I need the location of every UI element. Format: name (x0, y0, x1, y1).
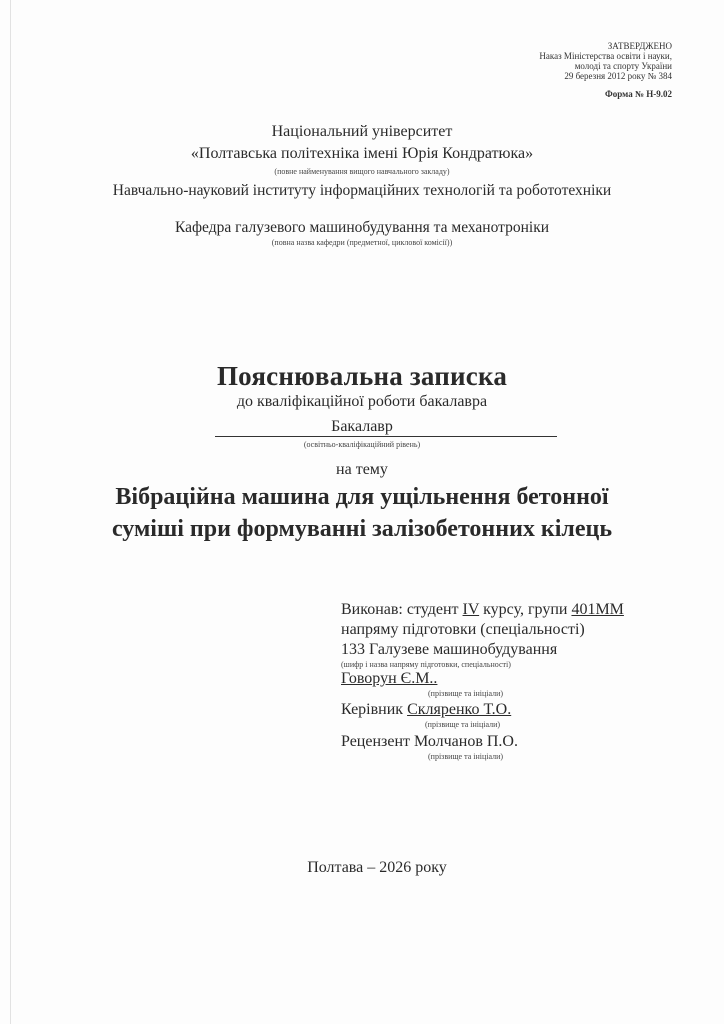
qualification-level-caption: (освітньо-кваліфікаційний рівень) (303, 440, 421, 449)
institute-name: Навчально-науковий інституту інформаційних технологій та робототехніки (112, 182, 612, 199)
approval-ministry-line: молоді та спорту України (574, 61, 672, 71)
university-name-line2: «Полтавська політехніка імені Юрія Кондратюка» (190, 145, 534, 162)
course-value: IV (462, 601, 480, 618)
specialty-caption: (шифр і назва напряму підготовки, спеціальності) (341, 660, 511, 669)
supervisor-label: Керівник (341, 701, 404, 718)
reviewer-caption: (прізвище та ініціали) (428, 752, 504, 761)
topic-line-1: Вібраційна машина для ущільнення бетонної (115, 484, 609, 510)
approval-stamp-block (539, 41, 672, 99)
document-title: Пояснювальна записка (216, 361, 508, 391)
supervisor-line (341, 701, 511, 719)
performed-by-line (341, 601, 624, 619)
topic-line-2: суміші при формуванні залізобетонних кілець (111, 516, 613, 542)
reviewer-name: Молчанов П.О. (414, 733, 518, 750)
specialty-value: 133 Галузеве машинобудування (341, 641, 558, 658)
direction-label: напряму підготовки (спеціальності) (341, 621, 585, 638)
qualification-level: Бакалавр (331, 418, 393, 435)
qualification-level-underline (215, 436, 557, 437)
reviewer-label: Рецензент (341, 733, 410, 750)
approval-date-line: 29 березня 2012 року № 384 (564, 71, 672, 81)
on-topic-label: на тему (336, 461, 388, 478)
performed-prefix: Виконав: студент (341, 601, 459, 618)
document-subtitle: до кваліфікаційної роботи бакалавра (236, 393, 488, 410)
department-name: Кафедра галузевого машинобудування та механотроніки (174, 219, 550, 236)
university-name-line1: Національний університет (271, 123, 453, 140)
form-number: Форма № Н-9.02 (605, 89, 672, 99)
reviewer-line (341, 733, 518, 751)
supervisor-caption: (прізвище та ініціали) (425, 720, 501, 729)
course-suffix: курсу, групи (483, 601, 568, 618)
city-year: Полтава – 2026 року (307, 859, 447, 876)
student-name: Говорун Є.М.. (341, 670, 438, 687)
student-name-caption: (прізвище та ініціали) (428, 689, 504, 698)
approval-order-line: Наказ Міністерства освіти і науки, (539, 51, 672, 61)
department-caption: (повна назва кафедри (предметної, циклової комісії)) (271, 238, 453, 247)
supervisor-name: Скляренко Т.О. (407, 701, 512, 718)
group-value: 401ММ (571, 601, 624, 618)
approval-title: ЗАТВЕРДЖЕНО (607, 41, 672, 51)
university-caption: (повне найменування вищого навчального закладу) (274, 167, 450, 176)
